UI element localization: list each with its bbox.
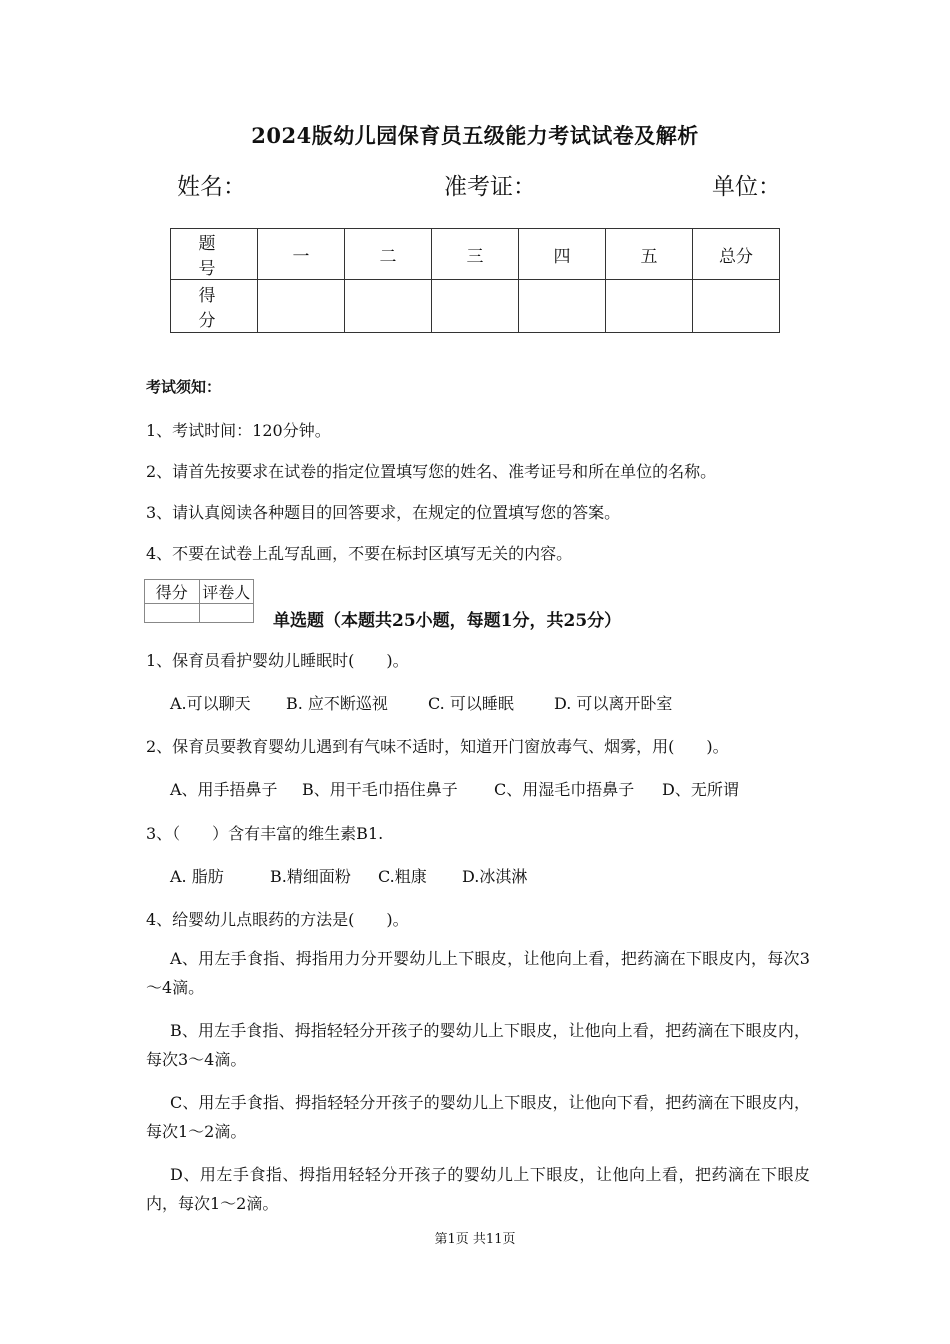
notice-item: 4、不要在试卷上乱写乱画，不要在标封区填写无关的内容。 xyxy=(146,544,573,563)
score-table-cell: 四 xyxy=(519,229,606,280)
option[interactable]: A. 脂肪 xyxy=(170,867,224,886)
score-table-cell: 题 号 xyxy=(171,229,258,280)
grader-name-label: 评卷人 xyxy=(199,580,254,604)
option[interactable]: C. 可以睡眠 xyxy=(428,694,514,713)
grader-table xyxy=(144,579,254,623)
option[interactable]: C、用湿毛巾捂鼻子 xyxy=(494,780,635,799)
ticket-label: 准考证： xyxy=(444,174,536,200)
score-table-cell: 三 xyxy=(432,229,519,280)
score-entry-cell[interactable] xyxy=(693,280,780,333)
unit-label: 单位： xyxy=(712,174,781,200)
grader-name-cell[interactable] xyxy=(199,604,254,623)
score-table-score-row xyxy=(171,280,780,333)
question-4: 4、给婴幼儿点眼药的方法是( )。 xyxy=(146,910,409,929)
section-heading: 单选题（本题共25小题，每题1分，共25分） xyxy=(273,611,622,631)
page-footer: 第1页 共11页 xyxy=(434,1232,516,1247)
score-table-cell: 得 分 xyxy=(171,280,258,333)
score-entry-cell[interactable] xyxy=(258,280,345,333)
question-4-option-c[interactable]: C、用左手食指、拇指轻轻分开孩子的婴幼儿上下眼皮，让他向下看，把药滴在下眼皮内，每次1～2滴。 xyxy=(146,1093,810,1141)
score-entry-cell[interactable] xyxy=(519,280,606,333)
score-entry-cell[interactable] xyxy=(345,280,432,333)
option[interactable]: D. 可以离开卧室 xyxy=(554,694,673,713)
score-table-cell: 二 xyxy=(345,229,432,280)
notice-item: 1、考试时间：120分钟。 xyxy=(146,421,331,440)
option[interactable]: B. 应不断巡视 xyxy=(286,694,388,713)
score-entry-cell[interactable] xyxy=(432,280,519,333)
score-table xyxy=(170,228,780,333)
score-table-cell: 总分 xyxy=(693,229,780,280)
question-1-options xyxy=(170,691,672,714)
grader-score-cell[interactable] xyxy=(145,604,200,623)
question-2-options xyxy=(170,777,739,800)
question-3: 3、（ ）含有丰富的维生素B1. xyxy=(146,824,384,843)
option[interactable]: D、无所谓 xyxy=(662,780,739,799)
notice-heading: 考试须知： xyxy=(146,378,222,396)
question-4-option-a[interactable]: A、用左手食指、拇指用力分开婴幼儿上下眼皮，让他向上看，把药滴在下眼皮内，每次3～4滴。 xyxy=(146,949,810,997)
option[interactable]: C.粗康 xyxy=(378,867,427,886)
option[interactable]: B.精细面粉 xyxy=(270,867,351,886)
notice-item: 3、请认真阅读各种题目的回答要求，在规定的位置填写您的答案。 xyxy=(146,503,621,522)
question-4-option-b[interactable]: B、用左手食指、拇指轻轻分开孩子的婴幼儿上下眼皮，让他向上看，把药滴在下眼皮内，每次3～4滴。 xyxy=(146,1021,810,1069)
grader-score-label: 得分 xyxy=(145,580,200,604)
name-label: 姓名： xyxy=(177,174,246,200)
option[interactable]: B、用干毛巾捂住鼻子 xyxy=(302,780,458,799)
option[interactable]: A.可以聊天 xyxy=(170,694,251,713)
page-title: 2024版幼儿园保育员五级能力考试试卷及解析 xyxy=(251,123,699,148)
option[interactable]: A、用手捂鼻子 xyxy=(170,780,278,799)
score-table-cell: 一 xyxy=(258,229,345,280)
question-3-options xyxy=(170,864,527,887)
score-table-cell: 五 xyxy=(606,229,693,280)
question-1: 1、保育员看护婴幼儿睡眠时( )。 xyxy=(146,651,409,670)
question-2: 2、保育员要教育婴幼儿遇到有气味不适时，知道开门窗放毒气、烟雾，用( )。 xyxy=(146,737,729,756)
notice-item: 2、请首先按要求在试卷的指定位置填写您的姓名、准考证号和所在单位的名称。 xyxy=(146,462,717,481)
option[interactable]: D.冰淇淋 xyxy=(462,867,528,886)
score-table-header-row xyxy=(171,229,780,280)
score-entry-cell[interactable] xyxy=(606,280,693,333)
question-4-option-d[interactable]: D、用左手食指、拇指用轻轻分开孩子的婴幼儿上下眼皮，让他向上看，把药滴在下眼皮内，每次1～2滴。 xyxy=(146,1165,810,1213)
